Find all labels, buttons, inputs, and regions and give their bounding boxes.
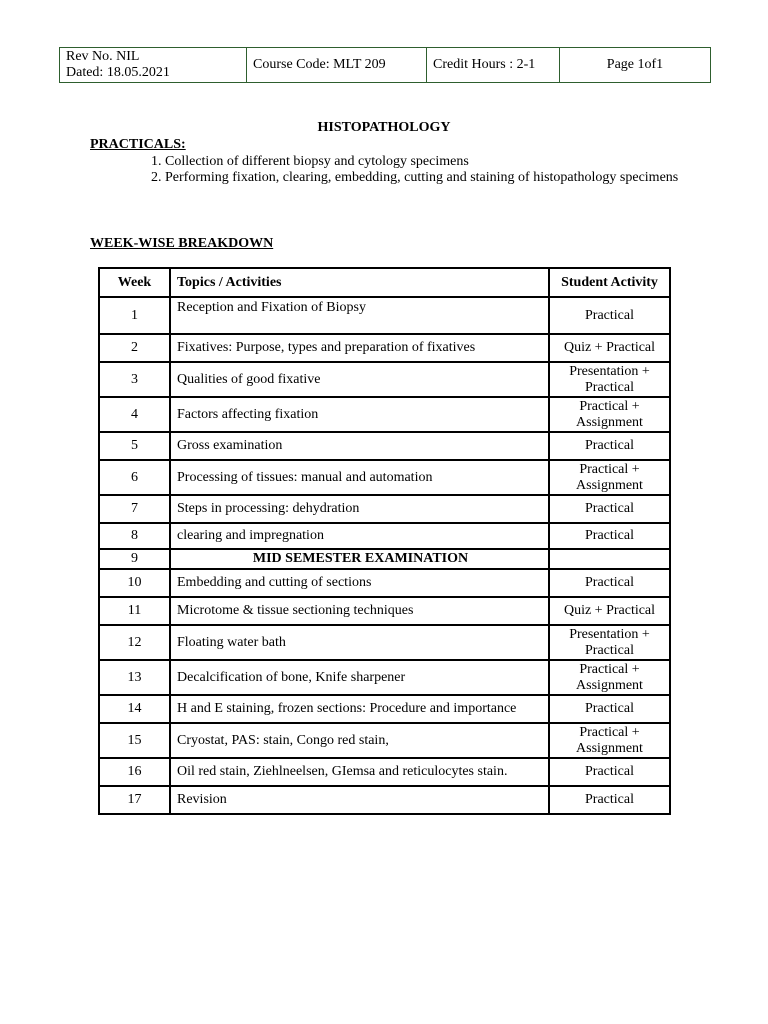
table-row-exam [100,550,669,570]
table-row [100,398,669,433]
activity-line: Assignment [576,414,643,430]
student-activity [550,626,669,661]
student-activity [550,598,669,626]
student-activity [550,524,669,550]
practicals-heading: PRACTICALS: [90,137,186,152]
topic: Embedding and cutting of sections [171,570,550,598]
column-header-topics: Topics / Activities [171,269,550,298]
table-row [100,570,669,598]
table-header-row [100,269,669,298]
activity-line: Practical [585,642,634,658]
student-activity [550,398,669,433]
activity-line: Practical [585,764,634,779]
topic: clearing and impregnation [171,524,550,550]
week-number: 13 [100,661,171,696]
topic: Qualities of good fixative [171,363,550,398]
topic: Factors affecting fixation [171,398,550,433]
practical-item: 2. Performing fixation, clearing, embedding, cutting and staining of histopathology specimens [151,170,679,185]
practical-item: 1. Collection of different biopsy and cytology specimens [151,154,469,169]
student-activity [550,335,669,363]
activity-line: Practical [585,575,634,590]
topic: H and E staining, frozen sections: Procedure and importance [171,696,550,724]
topic: Fixatives: Purpose, types and preparation of fixatives [171,335,550,363]
topic: Decalcification of bone, Knife sharpener [171,661,550,696]
revision-cell [60,48,247,83]
activity-line: Quiz + Practical [563,340,656,355]
activity-line: Presentation + [569,626,650,642]
student-activity [550,661,669,696]
week-number: 11 [100,598,171,626]
column-header-week: Week [100,269,171,298]
week-number: 12 [100,626,171,661]
table-row [100,696,669,724]
table-row [100,433,669,461]
table-row [100,598,669,626]
week-number: 3 [100,363,171,398]
table-row [100,524,669,550]
week-number: 16 [100,759,171,787]
topic: Revision [171,787,550,813]
topic: Oil red stain, Ziehlneelsen, GIemsa and reticulocytes stain. [171,759,550,787]
topic: Reception and Fixation of Biopsy [171,298,550,335]
table-row [100,496,669,524]
topic: Microtome & tissue sectioning techniques [171,598,550,626]
week-number: 8 [100,524,171,550]
table-row [100,724,669,759]
activity-line: Practical + [579,398,640,414]
activity-line: Quiz + Practical [563,603,656,618]
week-number: 7 [100,496,171,524]
header-row [60,48,711,83]
student-activity [550,496,669,524]
table-row [100,759,669,787]
activity-line: Practical + [579,724,640,740]
week-number: 14 [100,696,171,724]
student-activity [550,724,669,759]
table-row [100,661,669,696]
activity-line: Practical [585,792,634,807]
activity-line: Practical [585,701,634,716]
topic: Cryostat, PAS: stain, Congo red stain, [171,724,550,759]
topic: Gross examination [171,433,550,461]
student-activity [550,363,669,398]
activity-line: Practical + [579,461,640,477]
week-breakdown-heading: WEEK-WISE BREAKDOWN [90,236,274,251]
student-activity [550,461,669,496]
student-activity [550,298,669,335]
activity-line: Practical [585,307,634,323]
week-number: 10 [100,570,171,598]
table-row [100,335,669,363]
activity-line: Practical [585,528,634,543]
page-title: HISTOPATHOLOGY [317,120,451,135]
activity-line: Assignment [576,477,643,493]
topic: Steps in processing: dehydration [171,496,550,524]
topic: Processing of tissues: manual and automation [171,461,550,496]
revision-number: Rev No. NIL [66,49,140,64]
student-activity [550,696,669,724]
week-number: 9 [100,550,171,570]
column-header-student-activity: Student Activity [550,269,669,298]
activity-line: Presentation + [569,363,650,379]
activity-line: Practical + [579,661,640,677]
course-code: Course Code: MLT 209 [247,48,427,83]
week-number: 15 [100,724,171,759]
week-number: 5 [100,433,171,461]
student-activity [550,433,669,461]
practicals-list [151,154,678,186]
week-number: 1 [100,298,171,335]
student-activity [550,570,669,598]
week-number: 2 [100,335,171,363]
table-row [100,461,669,496]
topic: MID SEMESTER EXAMINATION [171,550,550,570]
table-row [100,298,669,335]
revision-date: Dated: 18.05.2021 [66,65,170,80]
student-activity [550,759,669,787]
week-number: 6 [100,461,171,496]
document-header-table [59,47,711,83]
table-row [100,363,669,398]
activity-line: Practical [585,379,634,395]
topic: Floating water bath [171,626,550,661]
week-number: 4 [100,398,171,433]
credit-hours: Credit Hours : 2-1 [427,48,560,83]
table-row [100,787,669,813]
activity-line: Assignment [576,740,643,756]
student-activity [550,550,669,570]
activity-line: Assignment [576,677,643,693]
student-activity [550,787,669,813]
page-number: Page 1of1 [560,48,711,83]
week-breakdown-table [98,267,671,815]
table-row [100,626,669,661]
week-number: 17 [100,787,171,813]
activity-line: Practical [585,501,634,516]
activity-line: Practical [585,438,634,453]
